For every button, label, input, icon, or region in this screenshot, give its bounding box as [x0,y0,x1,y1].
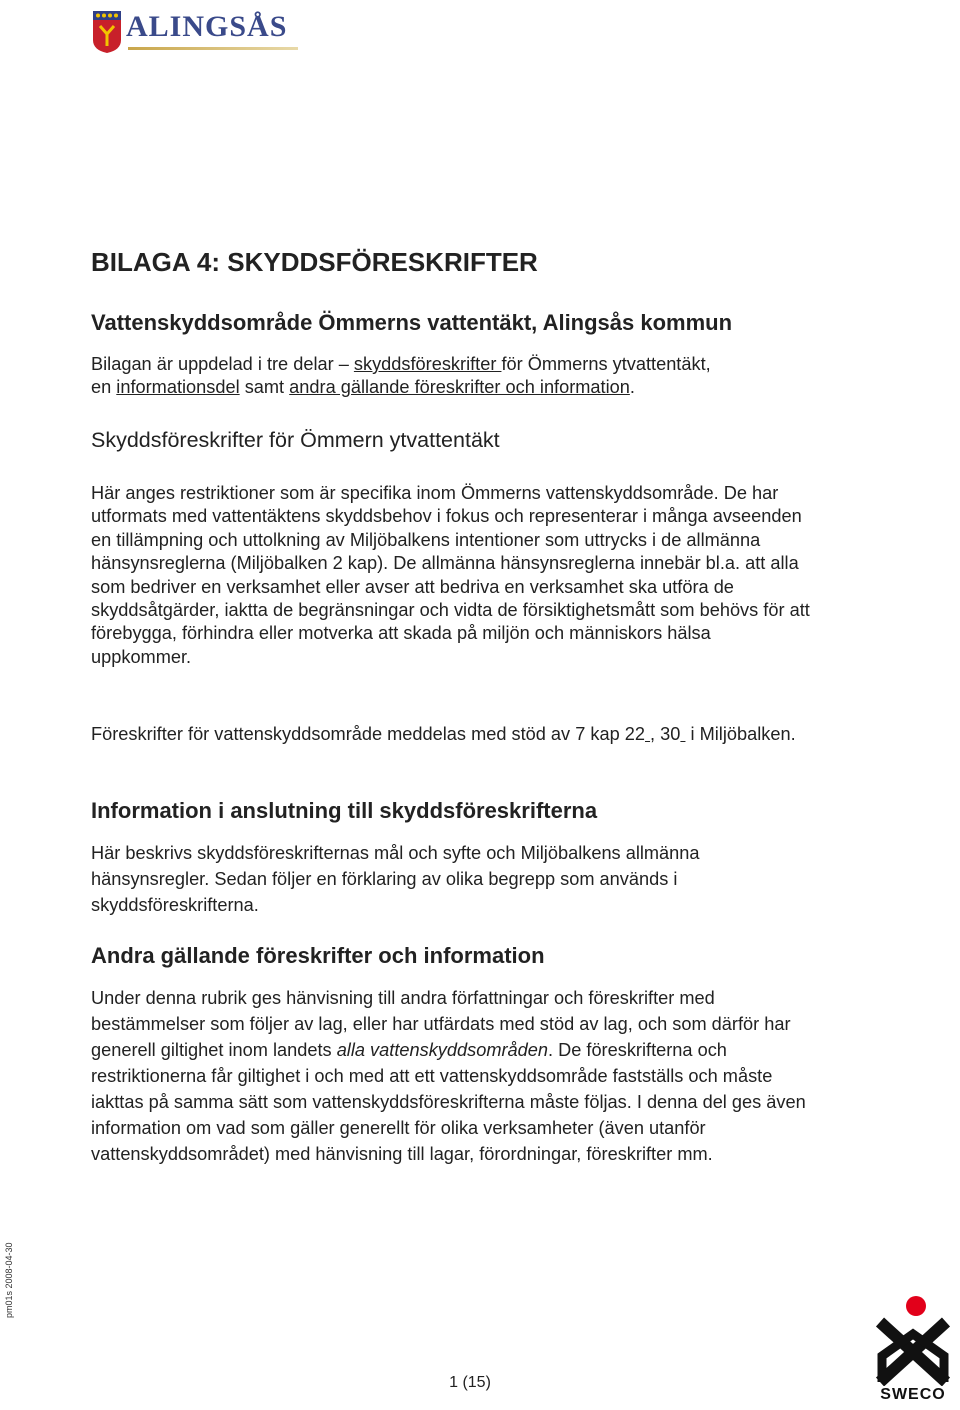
section3-text-b: . De föreskrifterna och restriktionerna får giltighet i och med att ett vattenskyddsområde fastställs och måste iakttas på samma sätt som vattenskyddsföreskrifterna måste följas. I denna del ges även information om vad som gäller generellt för olika verksamheter (även utanför vattenskyddsområdet) med hänvisning till lagar, förordningar, föreskrifter mm. [91,1040,806,1164]
section1-heading: Skyddsföreskrifter för Ömmern ytvattentäkt [91,428,500,452]
logo-text: ALINGSÅS [126,10,288,43]
section1-para2-text-b: , 30 [650,724,681,744]
document-title: BILAGA 4: SKYDDSFÖRESKRIFTER [91,247,538,277]
sweco-mark-icon [872,1294,954,1386]
link-skyddsforeskrifter[interactable]: skyddsföreskrifter [353,354,502,374]
intro-text-1: Bilagan är uppdelad i tre delar – [91,354,354,374]
intro-text-5: . [629,377,635,398]
link-informationsdel[interactable]: informationsdel [116,377,240,398]
intro-text-2: för Ömmerns ytvattentäkt, [501,354,711,374]
alingsas-crest-icon [92,10,122,54]
sweco-logo [872,1294,954,1406]
alingsas-logo [92,10,307,56]
section3-paragraph [91,985,811,1167]
section1-para2-text-a: Föreskrifter för vattenskyddsområde meddelas med stöd av 7 kap 22 [91,724,645,744]
document-subtitle: Vattenskyddsområde Ömmerns vattentäkt, Alingsås kommun [91,310,733,335]
page-number: 1 (15) [449,1374,491,1391]
section3-emphasis: alla vattenskyddsområden [336,1040,548,1060]
section1-paragraph-1: Här anges restriktioner som är specifika inom Ömmerns vattenskyddsområde. De har utformats med vattentäktens skyddsbehov i fokus och representerar i många avseenden en tillämpning och uttolkning av Miljöbalkens intentioner som uttrycks i de allmänna hänsynsreglerna (Miljöbalken 2 kap). De allmänna hänsynsreglerna innebär bl.a. att alla som bedriver en verksamhet eller avser att bedriva en verksamhet ska utföra de skyddsåtgärder, iaktta de begränsningar och vidta de försiktighetsmått som behövs för att förebygga, förhindra eller motverka att skada på miljön och människors hälsa uppkommer. [91,483,810,667]
link-andra-foreskrifter[interactable]: andra gällande föreskrifter och information [289,377,630,398]
intro-paragraph [91,353,811,400]
side-stamp: pm01s 2008-04-30 [4,1242,14,1318]
logo-underline [128,47,298,50]
section1-paragraph-2 [91,721,811,747]
section2-heading: Information i anslutning till skyddsföreskrifterna [91,798,598,823]
section3-text-a: Under denna rubrik ges hänvisning till andra författningar och föreskrifter med bestämmelser som följer av lag, eller har utfärdats med stöd av lag, och som därför har generell giltighet inom landets [91,988,791,1060]
intro-text-3: en [91,377,117,398]
sweco-text: SWECO [880,1386,946,1403]
intro-text-4: samt [239,377,290,398]
section2-paragraph: Här beskrivs skyddsföreskrifternas mål och syfte och Miljöbalkens allmänna hänsynsregler. Sedan följer en förklaring av olika begrepp som används i skyddsföreskrifterna. [91,843,700,915]
section3-heading: Andra gällande föreskrifter och information [91,943,545,968]
section1-para2-text-c: i Miljöbalken. [685,724,796,744]
